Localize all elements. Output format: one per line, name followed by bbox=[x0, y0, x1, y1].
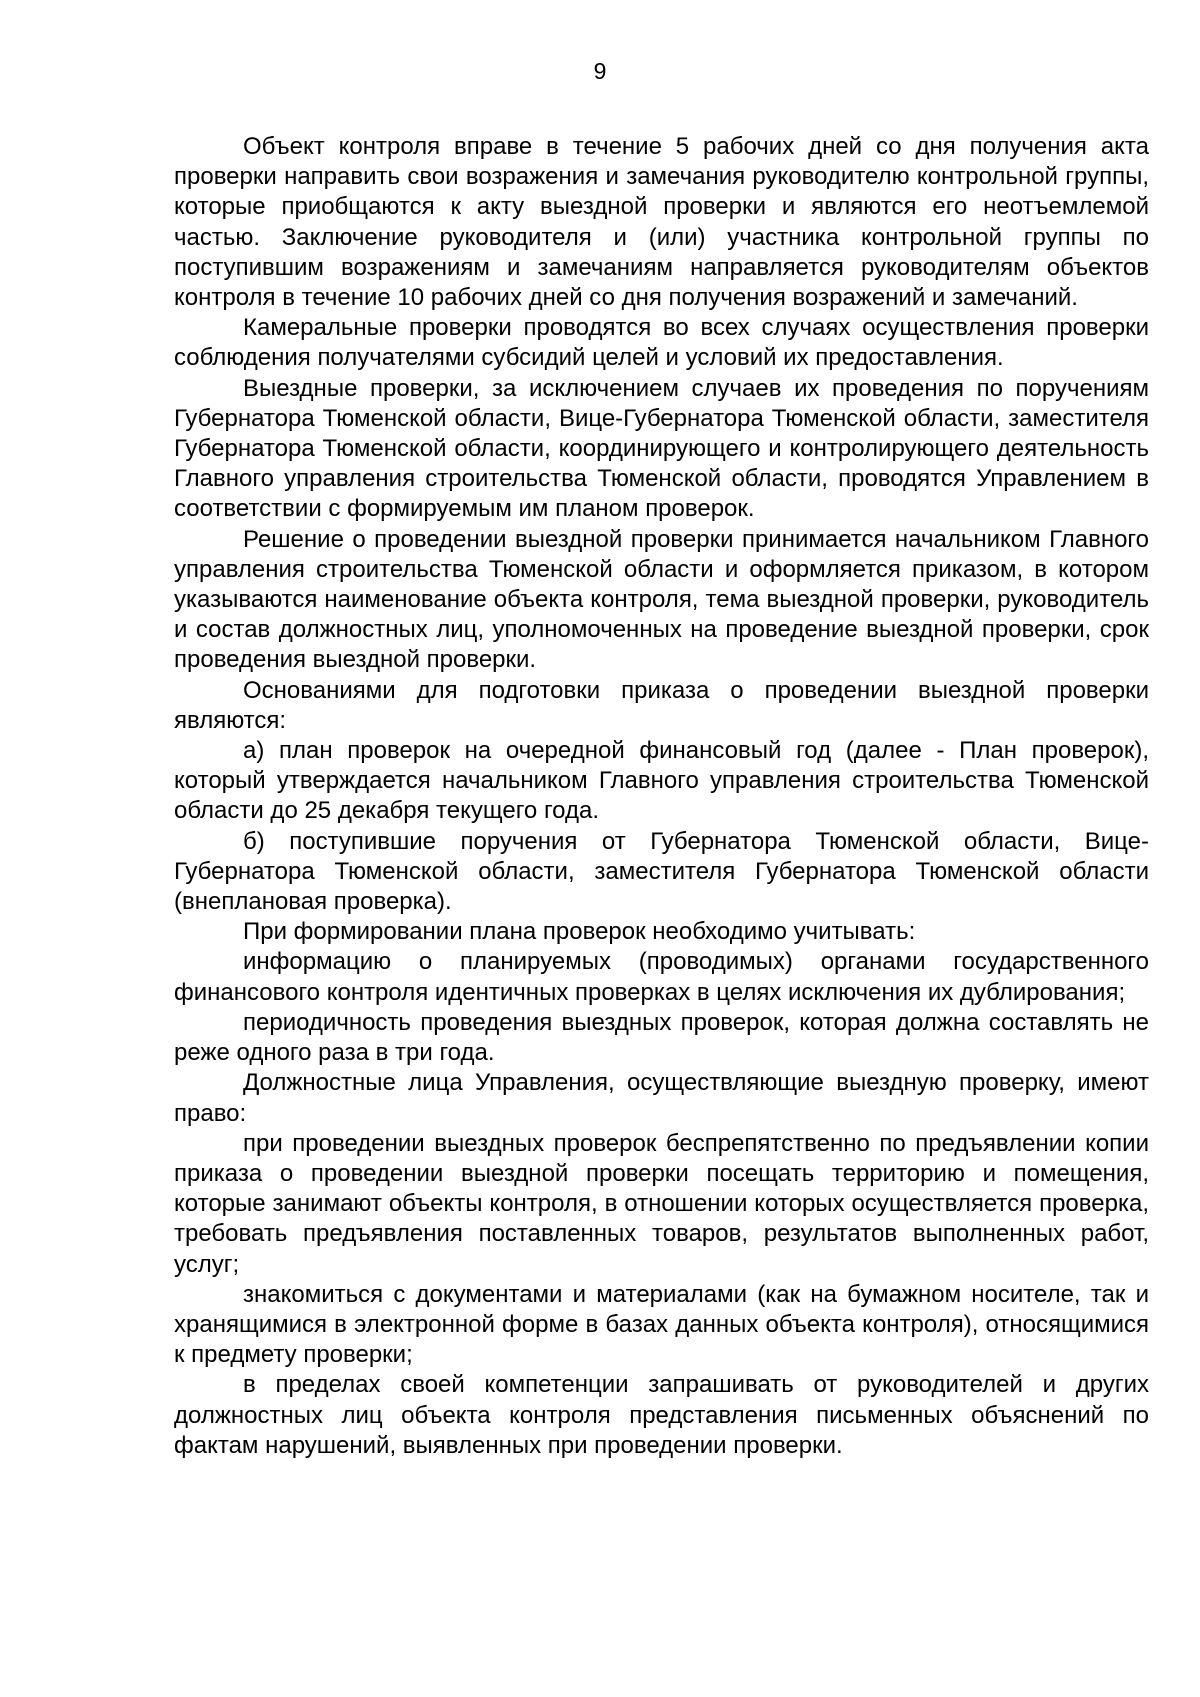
paragraph: Объект контроля вправе в течение 5 рабочих дней со дня получения акта проверки направить свои возражения и замечания руководителю контрольной группы, которые приобщаются к акту выездной проверки и являются его неотъемлемой частью. Заключение руководителя и (или) участника контрольной группы по поступившим возражениям и замечаниям направляется руководителям объектов контроля в течение 10 рабочих дней со дня получения возражений и замечаний. bbox=[174, 133, 1149, 312]
paragraph: Основаниями для подготовки приказа о проведении выездной проверки являются: bbox=[174, 676, 1149, 734]
paragraph: в пределах своей компетенции запрашивать от руководителей и других должностных лиц объекта контроля представления письменных объяснений по фактам нарушений, выявленных при проведении проверки. bbox=[174, 1371, 1149, 1459]
page-number: 9 bbox=[593, 58, 607, 84]
paragraph: При формировании плана проверок необходимо учитывать: bbox=[243, 918, 916, 946]
paragraph: Выездные проверки, за исключением случаев их проведения по поручениям Губернатора Тюменской области, Вице-Губернатора Тюменской области, заместителя Губернатора Тюменской области, координирующего и контролирующего деятельность Главного управления строительства Тюменской области, проводятся Управлением в соответствии с формируемым им планом проверок. bbox=[174, 374, 1149, 523]
paragraph: информацию о планируемых (проводимых) органами государственного финансового контроля идентичных проверках в целях исключения их дублирования; bbox=[174, 948, 1149, 1006]
paragraph: при проведении выездных проверок беспрепятственно по предъявлении копии приказа о проведении выездной проверки посещать территорию и помещения, которые занимают объекты контроля, в отношении которых осуществляется проверка, требовать предъявления поставленных товаров, результатов выполненных работ, услуг; bbox=[174, 1129, 1149, 1278]
paragraph: Камеральные проверки проводятся во всех случаях осуществления проверки соблюдения получателями субсидий целей и условий их предоставления. bbox=[174, 314, 1149, 372]
paragraph: Решение о проведении выездной проверки принимается начальником Главного управления строительства Тюменской области и оформляется приказом, в котором указываются наименование объекта контроля, тема выездной проверки, руководитель и состав должностных лиц, уполномоченных на проведение выездной проверки, срок проведения выездной проверки. bbox=[174, 525, 1149, 674]
paragraph: а) план проверок на очередной финансовый год (далее - План проверок), который утверждается начальником Главного управления строительства Тюменской области до 25 декабря текущего года. bbox=[174, 737, 1149, 825]
paragraph: периодичность проведения выездных проверок, которая должна составлять не реже одного раза в три года. bbox=[174, 1008, 1149, 1067]
paragraph: знакомиться с документами и материалами (как на бумажном носителе, так и хранящимися в электронной форме в базах данных объекта контроля), относящимися к предмету проверки; bbox=[174, 1280, 1149, 1369]
paragraph: Должностные лица Управления, осуществляющие выездную проверку, имеют право: bbox=[174, 1069, 1149, 1127]
paragraph: б) поступившие поручения от Губернатора Тюменской области, Вице-Губернатора Тюменской области, заместителя Губернатора Тюменской области (внеплановая проверка). bbox=[174, 827, 1149, 916]
document-body bbox=[174, 132, 1149, 1461]
